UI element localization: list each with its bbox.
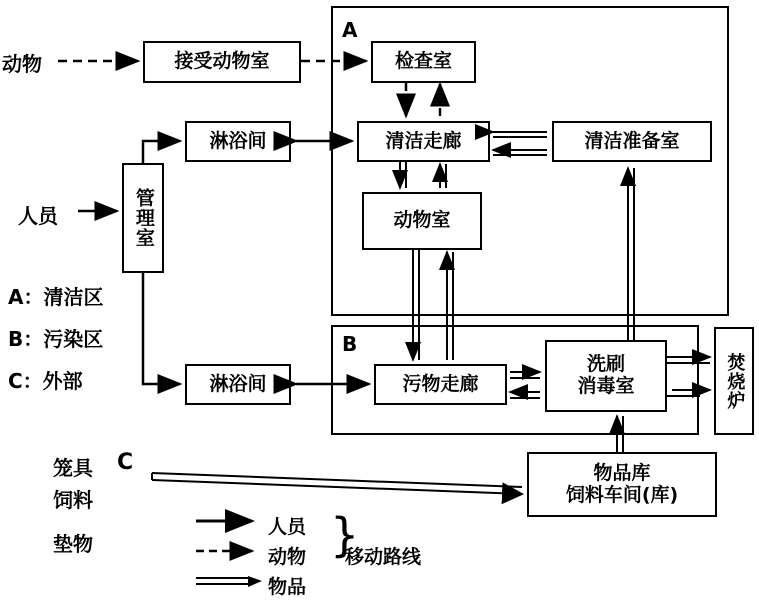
- box-wash-disinfect-room[interactable]: [545, 340, 667, 412]
- box-clean-corridor[interactable]: 清洁走廊: [357, 121, 490, 162]
- key-line-c: C：外部: [8, 369, 83, 393]
- box-animal-room[interactable]: 动物室: [362, 192, 482, 250]
- storage-line2: 饲料车间(库): [565, 483, 679, 506]
- label-personnel-input: 人员: [18, 204, 58, 228]
- legend-label-goods: 物品: [268, 576, 307, 598]
- label-cages: 笼具: [53, 456, 93, 480]
- box-receive-animal-room[interactable]: 接受动物室: [143, 41, 301, 83]
- zone-a-label: A: [342, 18, 358, 42]
- wash-disinfect-line1: 洗刷: [586, 353, 625, 376]
- box-storage-feed-workshop[interactable]: [527, 452, 717, 517]
- storage-line1: 物品库: [593, 461, 651, 484]
- label-outside-c: C: [117, 450, 134, 475]
- wash-disinfect-line2: 消毒室: [577, 375, 635, 397]
- box-dirty-corridor[interactable]: 污物走廊: [374, 364, 507, 405]
- legend-label-personnel: 人员: [268, 516, 307, 538]
- box-inspection-room[interactable]: 检查室: [371, 41, 476, 83]
- label-feed: 饲料: [53, 488, 93, 512]
- box-incinerator[interactable]: 焚烧炉: [714, 327, 754, 435]
- zone-b-label: B: [342, 332, 358, 356]
- box-shower-top[interactable]: 淋浴间: [185, 121, 291, 162]
- box-shower-bottom[interactable]: 淋浴间: [185, 364, 291, 405]
- key-line-a: A：清洁区: [8, 285, 104, 309]
- box-clean-preparation-room[interactable]: 清洁准备室: [552, 121, 712, 162]
- legend-label-animals: 动物: [268, 546, 307, 568]
- box-management-room[interactable]: 管理室: [122, 163, 164, 273]
- label-animals-input: 动物: [2, 52, 42, 76]
- label-bedding: 垫物: [53, 532, 93, 556]
- key-line-b: B：污染区: [8, 327, 104, 351]
- legend-brace: }: [330, 508, 360, 562]
- legend-title: 移动路线: [345, 546, 422, 568]
